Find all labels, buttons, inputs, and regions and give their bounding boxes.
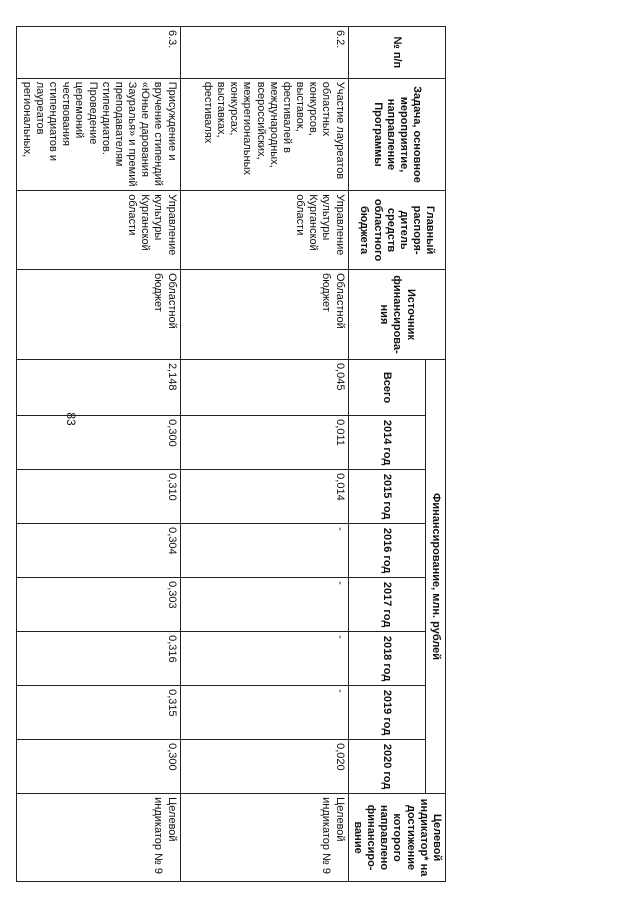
header-indicator: Целевой индикатор* на достижение которого направлено финансиро-вание [348,794,445,882]
header-year-2017: 2017 год [348,578,425,632]
row-manager: Управление культуры Курганской области [180,191,348,270]
row-total: 0,045 [180,359,348,415]
row-2018: - [180,632,348,686]
header-row-1 [425,27,445,882]
row-2015: 0,014 [180,470,348,524]
row-manager: Управление культуры Курганской области [17,191,180,270]
header-year-2018: 2018 год [348,632,425,686]
row-2019: - [180,686,348,740]
header-financing: Финансирование, млн. рублей [425,359,445,793]
row-source: Областной бюджет [17,269,180,359]
row-2014: 0,011 [180,416,348,470]
row-task: Участие лауреатов областных конкурсов, выставок, фестивалей в международных, всероссийских, межрегиональных конкурсах, выставках, фестивалях [180,78,348,190]
header-task: Задача, основное мероприятие, направление Программы [348,78,445,190]
header-year-2019: 2019 год [348,686,425,740]
row-indicator: Целевой индикатор № 9 [17,794,180,882]
row-num: 6.3. [17,27,180,79]
row-task: Присуждение и вручение стипендий «Юные дарования Зауралья» и премий преподавателям стипендиатов. Проведение церемоний чествования стипендиатов и лауреатов региональных, [17,78,180,190]
row-indicator: Целевой индикатор № 9 [180,794,348,882]
page-number: 83 [64,412,78,426]
table-row-6-2 [180,27,348,882]
header-year-2016: 2016 год [348,524,425,578]
row-2020: 0,300 [17,740,180,794]
row-2015: 0,310 [17,470,180,524]
header-manager: Главный распоря-дитель средств областного бюджета [348,191,445,270]
financing-table [16,26,446,882]
header-year-2014: 2014 год [348,416,425,470]
table-row-6-3 [17,27,180,882]
row-2018: 0,316 [17,632,180,686]
row-2019: 0,315 [17,686,180,740]
row-2016: - [180,524,348,578]
row-2020: 0,020 [180,740,348,794]
header-total: Всего [348,359,425,415]
row-num: 6.2. [180,27,348,79]
row-source: Областной бюджет [180,269,348,359]
row-total: 2,148 [17,359,180,415]
row-2014: 0,300 [17,416,180,470]
row-2016: 0,304 [17,524,180,578]
header-year-2015: 2015 год [348,470,425,524]
header-year-2020: 2020 год [348,740,425,794]
header-num: № п/п [348,27,445,79]
row-2017: 0,303 [17,578,180,632]
header-source: Источник финансирова-ния [348,269,445,359]
row-2017: - [180,578,348,632]
